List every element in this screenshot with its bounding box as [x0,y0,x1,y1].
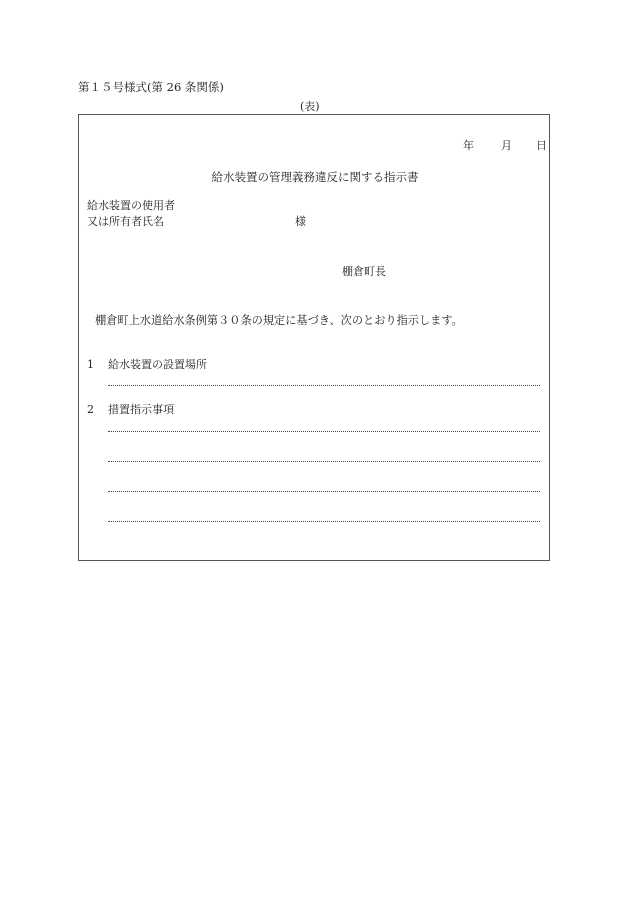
fill-in-line [108,521,540,522]
fill-in-line [108,461,540,462]
form-number: 第１５号様式(第 26 条関係) [78,80,224,94]
instruction-body-text: 棚倉町上水道給水条例第３０条の規定に基づき、次のとおり指示します。 [95,314,463,327]
recipient-honorific: 様 [295,215,306,228]
recipient-label-line1: 給水装置の使用者 [87,199,175,212]
fill-in-line [108,385,540,386]
document-title: 給水装置の管理義務違反に関する指示書 [211,170,419,184]
item-number: 2 [87,403,94,416]
fill-in-line [108,491,540,492]
date-day-label: 日 [536,139,547,152]
item-measures-label: 措置指示事項 [108,403,174,416]
date-year-label: 年 [463,139,474,152]
side-label: (表) [300,100,320,113]
item-installation-location-label: 給水装置の設置場所 [108,358,207,371]
date-month-label: 月 [501,139,512,152]
item-number: 1 [87,358,94,371]
issuer-name: 棚倉町長 [342,265,386,278]
document-title-row [0,172,630,184]
recipient-label-line2: 又は所有者氏名 [87,215,164,228]
fill-in-line [108,431,540,432]
